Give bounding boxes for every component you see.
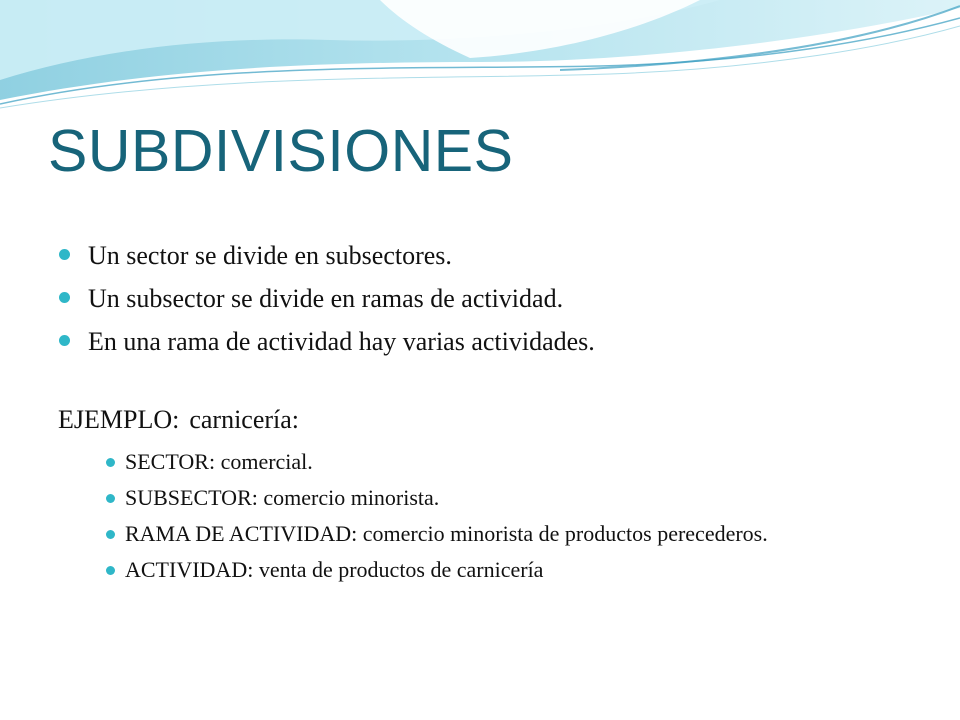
bullet-dot-icon — [106, 494, 115, 503]
sub-bullet-item — [106, 484, 906, 512]
sub-bullet-text: SECTOR: comercial. — [125, 449, 313, 474]
example-heading — [58, 405, 299, 435]
sub-bullet-text: ACTIVIDAD: venta de productos de carnicería — [125, 557, 544, 582]
bullet-dot-icon — [59, 249, 70, 260]
sub-bullet-text: RAMA DE ACTIVIDAD: comercio minorista de productos perecederos. — [125, 521, 768, 546]
sub-bullet-text: SUBSECTOR: comercio minorista. — [125, 485, 440, 510]
bullet-dot-icon — [59, 292, 70, 303]
bullet-dot-icon — [106, 530, 115, 539]
example-label: EJEMPLO: — [58, 405, 180, 434]
sub-bullet-item — [106, 556, 906, 584]
bullet-text: Un sector se divide en subsectores. — [88, 241, 452, 270]
header-wave-decoration — [0, 0, 960, 110]
example-sub-list — [106, 448, 906, 592]
main-bullet-list — [58, 234, 938, 363]
bullet-item — [58, 320, 938, 363]
bullet-dot-icon — [106, 458, 115, 467]
bullet-dot-icon — [106, 566, 115, 575]
bullet-text: En una rama de actividad hay varias actividades. — [88, 327, 595, 356]
bullet-dot-icon — [59, 335, 70, 346]
bullet-text: Un subsector se divide en ramas de actividad. — [88, 284, 564, 313]
bullet-item — [58, 234, 938, 277]
example-subject: carnicería: — [189, 405, 300, 434]
bullet-item — [58, 277, 938, 320]
sub-bullet-item — [106, 448, 906, 476]
sub-bullet-item — [106, 520, 906, 548]
slide-title: SUBDIVISIONES — [48, 118, 514, 184]
